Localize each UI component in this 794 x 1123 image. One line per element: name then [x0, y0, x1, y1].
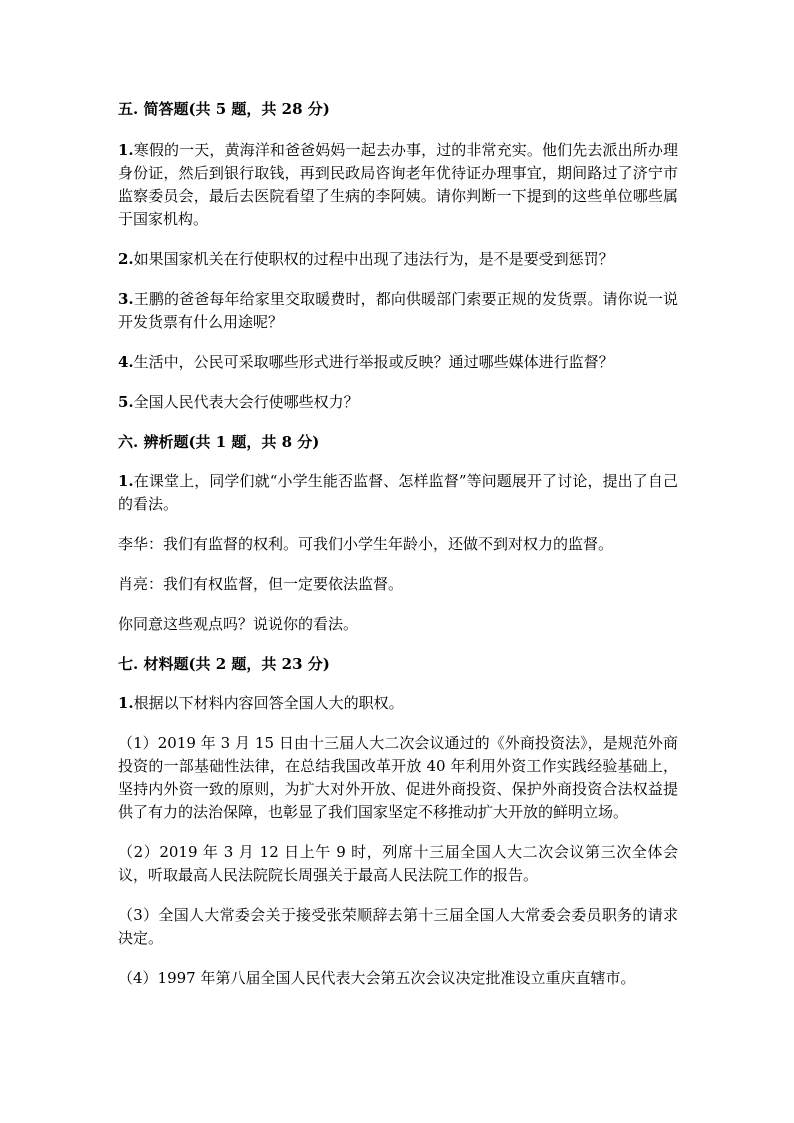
statement-lihua: 李华：我们有监督的权利。可我们小学生年龄小，还做不到对权力的监督。 — [118, 535, 614, 553]
question-text: 王鹏的爸爸每年给家里交取暖费时，都向供暖部门索要正规的发货票。请你说一说开发货票有什么用途呢？ — [118, 290, 678, 331]
question-number: 1. — [118, 472, 134, 490]
question-5-1 — [118, 139, 678, 231]
section-title-material: 七. 材料题(共 2 题，共 23 分) — [118, 655, 330, 673]
question-5-4 — [118, 351, 678, 374]
question-number: 2. — [118, 250, 134, 268]
question-5-2 — [118, 248, 678, 271]
question-number: 5. — [118, 393, 134, 411]
exam-page — [118, 88, 678, 990]
question-number: 1. — [118, 141, 134, 159]
question-number: 3. — [118, 290, 134, 308]
question-7-1 — [118, 692, 678, 715]
question-text: 全国人民代表大会行使哪些权力？ — [133, 393, 359, 411]
question-text: 寒假的一天，黄海洋和爸爸妈妈一起去办事，过的非常充实。他们先去派出所办理身份证，然后到银行取钱，再到民政局咨询老年优待证办理事宜，期间路过了济宁市监察委员会，最后去医院看望了生病的李阿姨。请你判断一下提到的这些单位哪些属于国家机构。 — [118, 141, 678, 228]
statement-xiaoliang: 肖亮：我们有权监督，但一定要依法监督。 — [118, 575, 404, 593]
question-text: 生活中，公民可采取哪些形式进行举报或反映？通过哪些媒体进行监督？ — [133, 353, 614, 371]
question-5-3 — [118, 288, 678, 334]
section-title-short-answer: 五. 简答题(共 5 题，共 28 分) — [118, 100, 330, 118]
question-6-1 — [118, 470, 678, 516]
question-5-5 — [118, 391, 678, 414]
material-2: （2）2019 年 3 月 12 日上午 9 时，列席十三届全国人大二次会议第三次全体会议，听取最高人民法院院长周强关于最高人民法院工作的报告。 — [118, 843, 678, 884]
section-title-analysis: 六. 辨析题(共 1 题，共 8 分) — [118, 433, 320, 451]
question-number: 4. — [118, 353, 134, 371]
question-number: 1. — [118, 694, 134, 712]
question-text: 根据以下材料内容回答全国人大的职权。 — [133, 694, 404, 712]
material-1: （1）2019 年 3 月 15 日由十三届人大二次会议通过的《外商投资法》，是规范外商投资的一部基础性法律，在总结我国改革开放 40 年利用外资工作实践经验基础上，坚持内外资一致的原则，为扩大对外开放、促进外商投资、保护外商投资合法权益提供了有力的法治保障，也彰显了我们国家坚定不移推动扩大开放的鲜明立场。 — [118, 734, 678, 821]
material-4: （4）1997 年第八届全国人民代表大会第五次会议决定批准设立重庆直辖市。 — [118, 969, 636, 987]
material-3: （3）全国人大常委会关于接受张荣顺辞去第十三届全国人大常委会委员职务的请求决定。 — [118, 906, 678, 947]
question-text: 如果国家机关在行使职权的过程中出现了违法行为，是不是要受到惩罚？ — [133, 250, 614, 268]
question-prompt: 你同意这些观点吗？说说你的看法。 — [118, 615, 359, 633]
question-text: 在课堂上，同学们就“小学生能否监督、怎样监督”等问题展开了讨论，提出了自己的看法。 — [118, 472, 678, 513]
